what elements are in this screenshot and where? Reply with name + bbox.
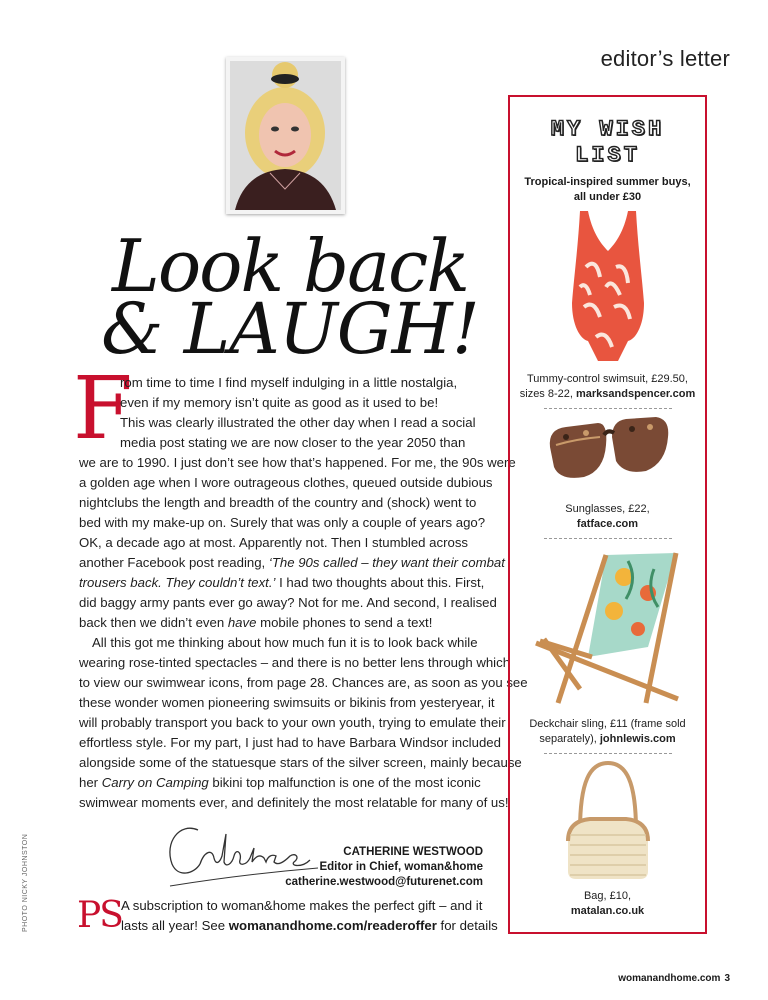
wish-list-title: LIST xyxy=(575,143,640,168)
body-line: nightclubs the length and breadth of the country and (shock) went to xyxy=(79,495,477,510)
caption-text: sizes 8-22, xyxy=(519,388,576,400)
body-line: a golden age when I wore outrageous clothes, queued outside dubious xyxy=(79,475,493,490)
body-text: back then we didn’t even xyxy=(79,615,228,630)
drop-cap: F xyxy=(73,359,133,459)
film-title: Carry on Camping xyxy=(101,775,209,790)
page-number: 3 xyxy=(724,973,730,984)
signer-email[interactable]: catherine.westwood@futurenet.com xyxy=(285,876,483,888)
deckchair-image xyxy=(528,549,686,714)
wish-list-subtitle: Tropical-inspired summer buys, xyxy=(524,176,691,188)
body-line: alongside some of the statuesque stars of the silver screen, mainly because xyxy=(79,755,522,770)
wish-list-panel xyxy=(508,95,707,934)
body-line: effortless style. For my part, I just had to have Barbara Windsor included xyxy=(79,735,501,750)
body-line: bed with my make-up on. Surely that was only a couple of years ago? xyxy=(79,515,486,530)
wish-item-caption xyxy=(514,387,701,402)
body-line: media post stating we are now closer to the year 2050 than xyxy=(120,435,466,450)
signer-title: Editor in Chief, woman&home xyxy=(319,861,483,873)
wish-item-caption xyxy=(514,904,701,919)
body-text: I had two thoughts about this. First, xyxy=(275,575,485,590)
retailer-link[interactable]: marksandspencer.com xyxy=(576,388,696,400)
headline-line-2: & LAUGH! xyxy=(101,288,479,370)
item-divider xyxy=(544,408,672,409)
body-line: we are to 1990. I just don’t see how that’s happened. For me, the 90s were xyxy=(79,455,516,470)
ps-mark: PS xyxy=(77,895,122,936)
quoted-post: ‘The 90s called – they want their combat xyxy=(268,555,505,570)
retailer-link[interactable]: matalan.co.uk xyxy=(570,905,645,917)
body-line: even if my memory isn’t quite as good as it used to be! xyxy=(120,395,439,410)
ps-text: for details xyxy=(436,918,498,933)
editor-portrait xyxy=(226,57,345,214)
footer-site[interactable]: womanandhome.com xyxy=(618,973,721,984)
retailer-link[interactable]: johnlewis.com xyxy=(599,733,676,745)
wish-list-subtitle: all under £30 xyxy=(573,191,642,203)
wish-item-caption: Deckchair sling, £11 (frame sold xyxy=(529,718,686,730)
body-line: to view our swimwear icons, from page 28. Chances are, as soon as you see xyxy=(79,675,528,690)
ps-line: A subscription to woman&home makes the perfect gift – and it xyxy=(121,898,483,913)
headline-line-1: Look back xyxy=(112,224,468,308)
emphasis: have xyxy=(227,615,257,630)
wish-item-caption xyxy=(514,732,701,747)
wish-item-caption: Bag, £10, xyxy=(583,890,632,902)
body-text: her xyxy=(79,775,102,790)
body-text: mobile phones to send a text! xyxy=(256,615,433,630)
body-line: will probably transport you back to your own youth, trying to emulate their xyxy=(79,715,506,730)
body-line: rom time to time I find myself indulging in a little nostalgia, xyxy=(120,375,458,390)
body-text: another Facebook post reading, xyxy=(79,555,269,570)
sunglasses-image xyxy=(546,417,672,494)
quoted-post: trousers back. They couldn’t text.’ xyxy=(79,575,276,590)
caption-text: separately), xyxy=(539,733,600,745)
ps-line xyxy=(121,916,498,936)
body-text: bikini top malfunction is one of the most iconic xyxy=(208,775,481,790)
item-divider xyxy=(544,538,672,539)
body-line: All this got me thinking about how much fun it is to look back while xyxy=(92,635,478,650)
wish-item-caption: Sunglasses, £22, xyxy=(565,503,650,515)
body-line: This was clearly illustrated the other day when I read a social xyxy=(120,415,476,430)
reader-offer-link[interactable]: womanandhome.com/readeroffer xyxy=(228,918,437,933)
body-line: wearing rose-tinted spectacles – and there is no better lens through which xyxy=(79,655,511,670)
body-line: did baggy army pants ever go away? Not for me. And second, I realised xyxy=(79,595,497,610)
body-line xyxy=(79,773,481,793)
retailer-link[interactable]: fatface.com xyxy=(576,518,639,530)
page-footer xyxy=(614,973,730,984)
swimsuit-image xyxy=(566,207,650,367)
body-line: these wonder women pioneering swimsuits or bikinis from yesteryear, it xyxy=(79,695,495,710)
section-label: editor’s letter xyxy=(600,46,730,71)
wish-item-caption: Tummy-control swimsuit, £29.50, xyxy=(527,373,688,385)
body-line xyxy=(79,573,484,593)
body-line xyxy=(79,553,505,573)
body-line: swimwear moments ever, and definitely the most relatable for many of us! xyxy=(79,795,509,810)
photo-credit: PHOTO NICKY JOHNSTON xyxy=(22,833,29,932)
item-divider xyxy=(544,753,672,754)
bag-image xyxy=(560,761,656,890)
signer-name: CATHERINE WESTWOOD xyxy=(343,846,483,858)
wish-list-title: MY WISH xyxy=(550,117,665,142)
body-line xyxy=(79,613,432,633)
body-line: OK, a decade ago at most. Apparently not. Then I stumbled across xyxy=(79,535,469,550)
wish-item-caption xyxy=(514,517,701,532)
ps-text: lasts all year! See xyxy=(121,918,229,933)
